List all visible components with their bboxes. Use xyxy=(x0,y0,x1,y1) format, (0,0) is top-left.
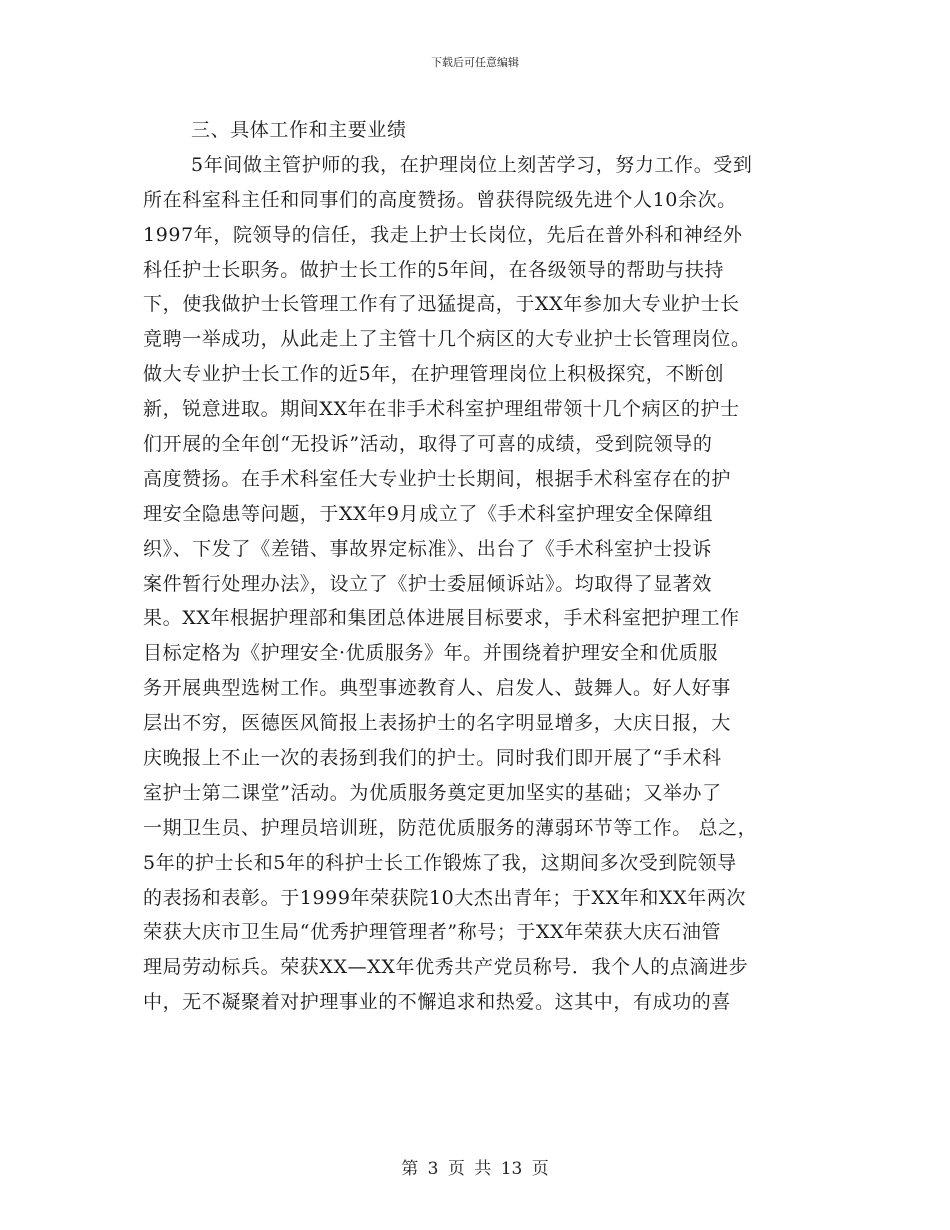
paragraph-line: 层出不穷，医德医风简报上表扬护士的名字明显增多，大庆日报，大 xyxy=(143,712,732,735)
paragraph-line: 所在科室科主任和同事们的高度赞扬。曾获得院级先进个人10余次。 xyxy=(143,188,737,211)
paragraph-line: 理安全隐患等问题，于XX年9月成立了《手术科室护理安全保障组 xyxy=(143,502,714,525)
page-number: 第 3 页 共 13 页 xyxy=(401,1159,549,1179)
paragraph-line: 庆晚报上不止一次的表扬到我们的护士。同时我们即开展了“手术科 xyxy=(143,747,722,770)
paragraph-line: 果。XX年根据护理部和集团总体进展目标要求，手术科室把护理工作 xyxy=(143,607,740,630)
paragraph-line: 做大专业护士长工作的近5年，在护理管理岗位上积极探究，不断创 xyxy=(143,363,725,386)
paragraph-line: 荣获大庆市卫生局“优秀护理管理者”称号；于XX年荣获大庆石油管 xyxy=(143,921,722,944)
paragraph-line: 1997年，院领导的信任，我走上护士长岗位，先后在普外科和神经外 xyxy=(143,223,743,246)
paragraph-line: 目标定格为《护理安全·优质服务》年。并围绕着护理安全和优质服 xyxy=(143,642,719,665)
paragraph-line: 案件暂行处理办法》，设立了《护士委屈倾诉站》。均取得了显著效 xyxy=(143,572,713,595)
paragraph-line: 5年的护士长和5年的科护士长工作锻炼了我，这期间多次受到院领导 xyxy=(143,851,737,874)
paragraph-line: 下，使我做护士长管理工作有了迅猛提高，于XX年参加大专业护士长 xyxy=(143,293,740,316)
paragraph-line: 理局劳动标兵。荣获XX—XX年优秀共产党员称号．我个人的点滴进步 xyxy=(143,956,749,979)
paragraph-line: 室护士第二课堂”活动。为优质服务奠定更加坚实的基础；又举办了 xyxy=(143,781,722,804)
paragraph-line: 务开展典型选树工作。典型事迹教育人、启发人、鼓舞人。好人好事 xyxy=(143,677,732,700)
paragraph-line: 5年间做主管护师的我，在护理岗位上刻苦学习，努力工作。受到 xyxy=(191,153,753,176)
paragraph-line: 竟聘一举成功，从此走上了主管十几个病区的大专业护士长管理岗位。 xyxy=(143,328,751,351)
paragraph-line: 高度赞扬。在手术科室任大专业护士长期间，根据手术科室存在的护 xyxy=(143,467,732,490)
page-header: 下载后可任意编辑 xyxy=(431,56,519,69)
document-body xyxy=(143,113,815,1020)
section-heading: 三、具体工作和主要业绩 xyxy=(191,119,407,141)
paragraph-line: 科任护士长职务。做护士长工作的5年间，在各级领导的帮助与扶持 xyxy=(143,258,725,281)
paragraph-line: 织》、下发了《差错、事故界定标准》、出台了《手术科室护士投诉 xyxy=(143,537,713,560)
paragraph-line: 新，锐意进取。期间XX年在非手术科室护理组带领十几个病区的护士 xyxy=(143,398,740,421)
paragraph-line: 一期卫生员、护理员培训班，防范优质服务的薄弱环节等工作。 总之， xyxy=(143,816,758,839)
paragraph-line: 的表扬和表彰。于1999年荣获院10大杰出青年；于XX年和XX年两次 xyxy=(143,886,747,909)
paragraph-line: 们开展的全年创“无投诉”活动，取得了可喜的成绩，受到院领导的 xyxy=(143,433,713,456)
paragraph-line: 中，无不凝聚着对护理事业的不懈追求和热爱。这其中，有成功的喜 xyxy=(143,991,732,1014)
